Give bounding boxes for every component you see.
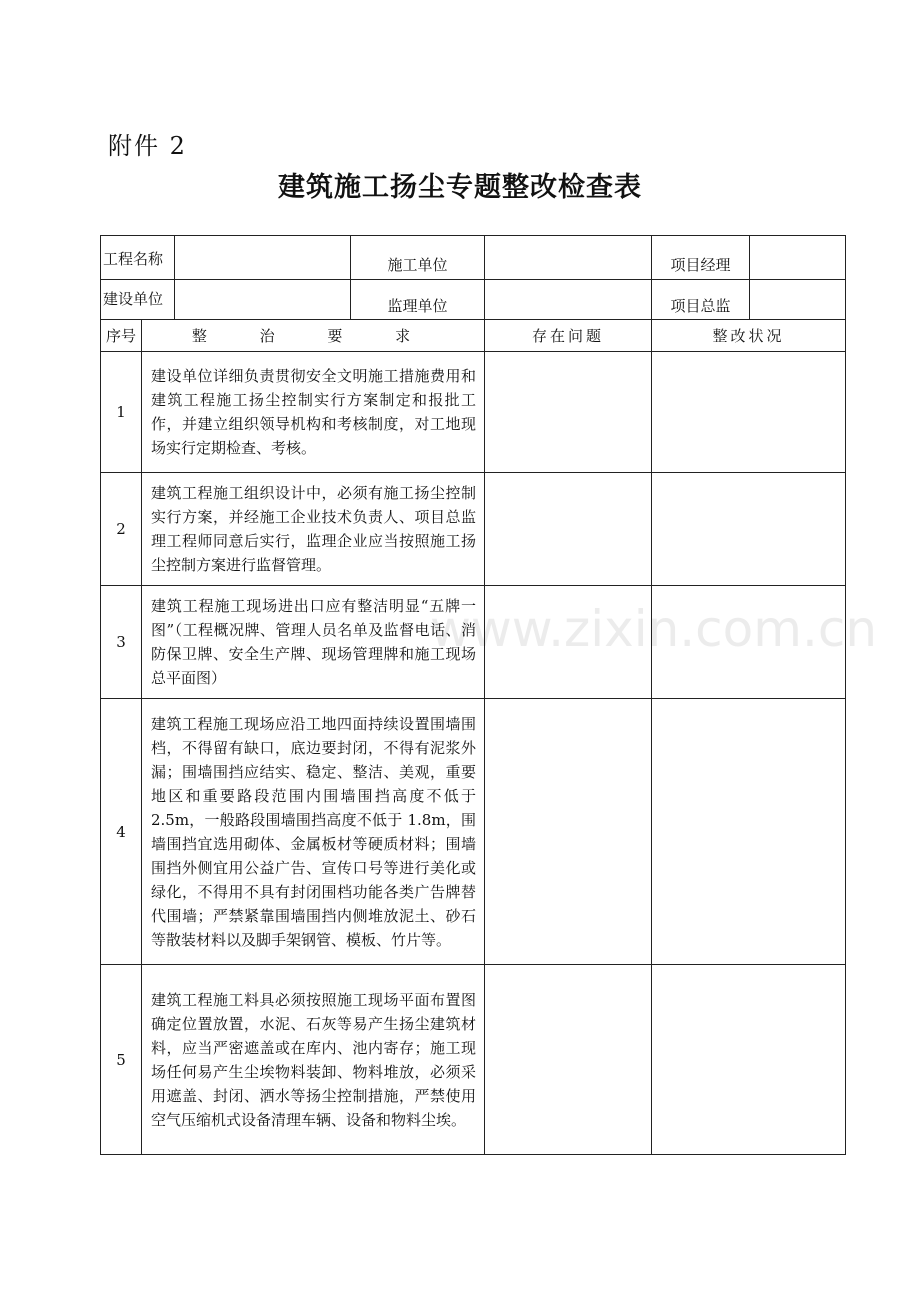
attachment-label: 附件 2 bbox=[108, 132, 187, 160]
supervision-unit-label: 监理单位 bbox=[351, 280, 485, 320]
watermark: www.zixin.com.cn bbox=[430, 600, 878, 658]
status-cell[interactable] bbox=[652, 473, 846, 586]
requirement-text: 建筑工程施工组织设计中，必须有施工扬尘控制实行方案，并经施工企业技术负责人、项目总监理工程师同意后实行，监理企业应当按照施工扬尘控制方案进行监督管理。 bbox=[142, 473, 485, 586]
table-row bbox=[101, 586, 846, 699]
project-manager-label: 项目经理 bbox=[652, 236, 750, 280]
row-number: 3 bbox=[101, 586, 142, 699]
requirement-text: 建筑工程施工料具必须按照施工现场平面布置图确定位置放置，水泥、石灰等易产生扬尘建筑材料，应当严密遮盖或在库内、池内寄存；施工现场任何易产生尘埃物料装卸、物料堆放，必须采用遮盖、封闭、洒水等扬尘控制措施，严禁使用空气压缩机式设备清理车辆、设备和物料尘埃。 bbox=[142, 965, 485, 1155]
row-number: 1 bbox=[101, 352, 142, 473]
row-number: 4 bbox=[101, 699, 142, 965]
column-header-row bbox=[101, 320, 846, 352]
col-seq-header: 序号 bbox=[101, 320, 142, 352]
requirement-text: 建筑工程施工现场应沿工地四面持续设置围墙围档，不得留有缺口，底边要封闭，不得有泥浆外漏；围墙围挡应结实、稳定、整洁、美观，重要地区和重要路段范围内围墙围挡高度不低于 2.5m，一般路段围墙围挡高度不低于 1.8m，围墙围挡宜选用砌体、金属板材等硬质材料；围墙围挡外侧宜用公益广告、宣传口号等进行美化或绿化，不得用不具有封闭围档功能各类广告牌替代围墙；严禁紧靠围墙围挡内侧堆放泥土、砂石等散装材料以及脚手架钢管、模板、竹片等。 bbox=[142, 699, 485, 965]
inspection-table bbox=[100, 235, 846, 1155]
project-name-value[interactable] bbox=[175, 236, 351, 280]
requirement-text: 建设单位详细负责贯彻安全文明施工措施费用和建筑工程施工扬尘控制实行方案制定和报批工作，并建立组织领导机构和考核制度，对工地现场实行定期检查、考核。 bbox=[142, 352, 485, 473]
table-row bbox=[101, 473, 846, 586]
page-title: 建筑施工扬尘专题整改检查表 bbox=[278, 172, 642, 203]
issues-cell[interactable] bbox=[485, 352, 652, 473]
row-number: 2 bbox=[101, 473, 142, 586]
status-cell[interactable] bbox=[652, 352, 846, 473]
header-row-1 bbox=[101, 236, 846, 280]
chief-supervisor-value[interactable] bbox=[750, 280, 846, 320]
issues-cell[interactable] bbox=[485, 473, 652, 586]
issues-cell[interactable] bbox=[485, 586, 652, 699]
table-row bbox=[101, 699, 846, 965]
chief-supervisor-label: 项目总监 bbox=[652, 280, 750, 320]
issues-cell[interactable] bbox=[485, 699, 652, 965]
row-number: 5 bbox=[101, 965, 142, 1155]
header-row-2 bbox=[101, 280, 846, 320]
requirement-text: 建筑工程施工现场进出口应有整洁明显“五牌一图”（工程概况牌、管理人员名单及监督电话、消防保卫牌、安全生产牌、现场管理牌和施工现场总平面图） bbox=[142, 586, 485, 699]
col-status-header: 整改状况 bbox=[652, 320, 846, 352]
construction-unit-label: 施工单位 bbox=[351, 236, 485, 280]
issues-cell[interactable] bbox=[485, 965, 652, 1155]
status-cell[interactable] bbox=[652, 699, 846, 965]
builder-unit-label: 建设单位 bbox=[101, 280, 175, 320]
supervision-unit-value[interactable] bbox=[485, 280, 652, 320]
project-name-label: 工程名称 bbox=[101, 236, 175, 280]
status-cell[interactable] bbox=[652, 586, 846, 699]
builder-unit-value[interactable] bbox=[175, 280, 351, 320]
col-requirement-header: 整 治 要 求 bbox=[142, 320, 485, 352]
project-manager-value[interactable] bbox=[750, 236, 846, 280]
construction-unit-value[interactable] bbox=[485, 236, 652, 280]
col-issues-header: 存在问题 bbox=[485, 320, 652, 352]
status-cell[interactable] bbox=[652, 965, 846, 1155]
table-row bbox=[101, 965, 846, 1155]
table-row bbox=[101, 352, 846, 473]
